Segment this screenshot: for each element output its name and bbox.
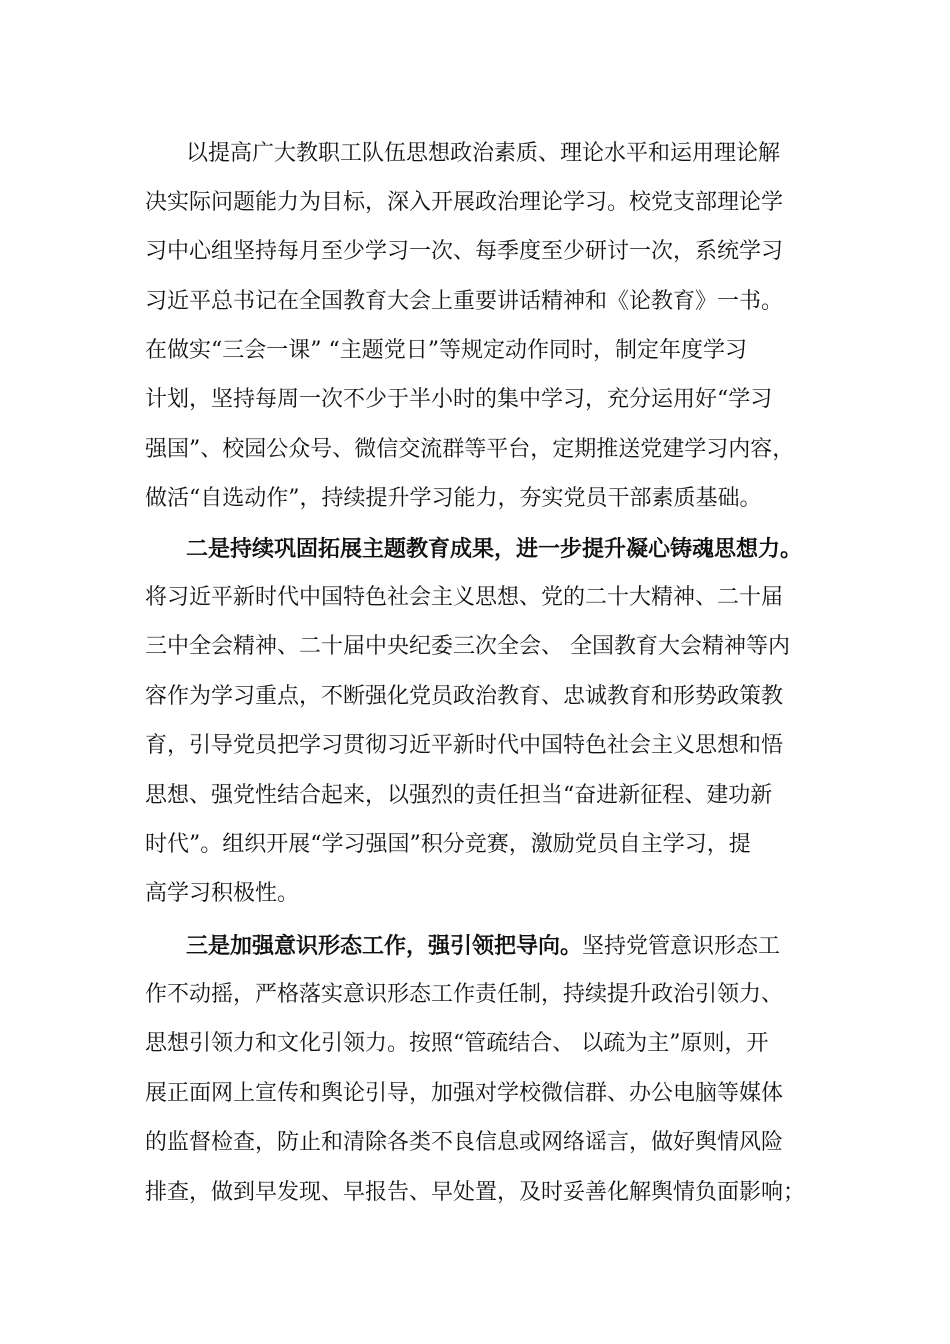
paragraph-3-heading: 三是加强意识形态工作，强引领把导向。 xyxy=(186,933,583,959)
paragraph-1-line-2: 决实际问题能力为目标，深入开展政治理论学习。校党支部理论学 xyxy=(145,190,784,215)
paragraph-1-line-7: 强国”、校园公众号、微信交流群等平台，定期推送党建学习内容， xyxy=(145,437,795,462)
paragraph-1-line-5: 在做实“三会一课” “主题党日”等规定动作同时，制定年度学习 xyxy=(145,338,747,363)
paragraph-2-line-5: 思想、强党性结合起来，以强烈的责任担当“奋进新征程、建功新 xyxy=(145,783,773,808)
paragraph-2-line-6: 时代”。组织开展“学习强国”积分竞赛，激励党员自主学习，提 xyxy=(145,832,751,857)
paragraph-3-first-line xyxy=(186,931,780,961)
paragraph-1-line-4: 习近平总书记在全国教育大会上重要讲话精神和《论教育》一书。 xyxy=(145,289,784,314)
paragraph-3-line-5: 排查，做到早发现、早报告、早处置，及时妥善化解舆情负面影响； xyxy=(145,1180,806,1205)
paragraph-1-line-8: 做活“自选动作”，持续提升学习能力，夯实党员干部素质基础。 xyxy=(145,486,762,511)
paragraph-3-first-line-rest: 坚持党管意识形态工 xyxy=(582,934,781,959)
paragraph-2-line-4: 育，引导党员把学习贯彻习近平新时代中国特色社会主义思想和悟 xyxy=(145,733,784,758)
paragraph-3-line-3: 展正面网上宣传和舆论引导，加强对学校微信群、办公电脑等媒体 xyxy=(145,1081,784,1106)
paragraph-2-line-7: 高学习积极性。 xyxy=(145,881,300,906)
paragraph-1-line-6: 计划，坚持每周一次不少于半小时的集中学习，充分运用好“学习 xyxy=(145,387,773,412)
paragraph-3-line-2: 思想引领力和文化引领力。按照“管疏结合、 以疏为主”原则，开 xyxy=(145,1031,769,1056)
paragraph-2-line-3: 容作为学习重点，不断强化党员政治教育、忠诚教育和形势政策教 xyxy=(145,684,784,709)
paragraph-3-line-1: 作不动摇，严格落实意识形态工作责任制，持续提升政治引领力、 xyxy=(145,982,784,1007)
paragraph-2-heading: 二是持续巩固拓展主题教育成果，进一步提升凝心铸魂思想力。 xyxy=(186,536,803,562)
paragraph-3-line-4: 的监督检查，防止和清除各类不良信息或网络谣言，做好舆情风险 xyxy=(145,1130,784,1155)
paragraph-2-line-1: 将习近平新时代中国特色社会主义思想、党的二十大精神、二十届 xyxy=(145,585,784,610)
paragraph-1-line-3: 习中心组坚持每月至少学习一次、每季度至少研讨一次，系统学习 xyxy=(145,239,784,264)
paragraph-2-line-2: 三中全会精神、二十届中央纪委三次全会、 全国教育大会精神等内 xyxy=(145,634,790,659)
paragraph-1-line-1: 以提高广大教职工队伍思想政治素质、理论水平和运用理论解 xyxy=(186,141,781,166)
